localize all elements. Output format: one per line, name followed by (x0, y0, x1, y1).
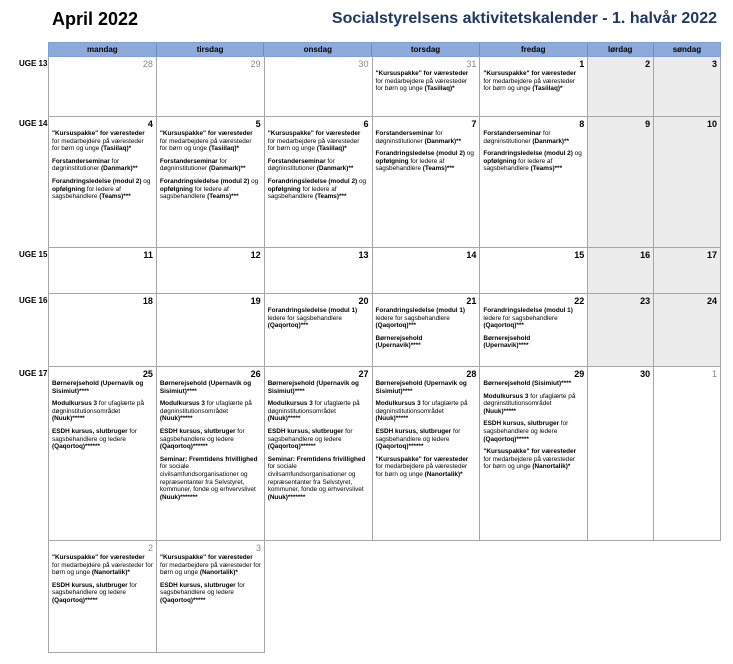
event: Forstanderseminar for døgninstitutioner (Danmark)** (483, 130, 569, 145)
day-cell (265, 248, 373, 294)
event: Børnerejsehold (Upernavik og Sisimiut)**** (375, 380, 467, 395)
day-number: 22 (574, 296, 585, 306)
day-cell (373, 294, 481, 367)
day-number: 2 (147, 543, 153, 553)
event: Børnerejsehold (Upernavik)**** (483, 334, 531, 350)
day-cell (49, 248, 157, 294)
week-label: UGE 16 (19, 296, 48, 305)
day-cell (157, 57, 265, 117)
event: "Kursuspakke" for væresteder for medarbejdere på væresteder for børn og unge (Nanortalik)* (52, 554, 153, 577)
event: "Kursuspakke" for væresteder for medarbejdere på væresteder for børn og unge (Nanortalik)* (483, 448, 577, 471)
day-number: 30 (358, 59, 369, 69)
month-title: April 2022 (52, 9, 139, 29)
day-cell (157, 117, 265, 248)
week-label: UGE 14 (19, 119, 48, 128)
day-cell (157, 541, 265, 653)
day-cell (373, 248, 481, 294)
day-number: 19 (250, 296, 261, 306)
event: Modulkursus 3 for ufaglærte på døgninstitutionsområdet (Nuuk)***** (52, 400, 145, 423)
day-cell (157, 294, 265, 367)
day-number: 23 (640, 296, 651, 306)
day-number: 28 (466, 369, 477, 379)
day-number: 14 (466, 250, 477, 260)
day-cell (654, 367, 721, 541)
event: ESDH kursus, slutbruger for sagsbehandlere og ledere (Qaqortoq)***** (483, 420, 569, 443)
day-cell (654, 294, 721, 367)
event: ESDH kursus, slutbruger for sagsbehandlere og ledere (Qaqortoq)****** (267, 427, 353, 451)
day-number: 6 (363, 119, 369, 129)
calendar-grid (19, 42, 721, 653)
day-cell (373, 117, 481, 248)
day-cell (588, 117, 654, 248)
week-row (19, 294, 721, 367)
event: "Kursuspakke" for væresteder for medarbejdere på væresteder for børn og unge (Tasiilaq)* (267, 130, 361, 153)
event: ESDH kursus, slutbruger for sagsbehandlere og ledere (Qaqortoq)****** (375, 427, 461, 451)
event: Forstanderseminar for døgninstitutioner (Danmark)** (267, 157, 354, 173)
day-cell (157, 367, 265, 541)
week-row (19, 117, 721, 248)
day-cell (157, 248, 265, 294)
day-header-lordag: lørdag (588, 43, 654, 56)
day-number: 28 (142, 59, 153, 69)
day-number: 3 (712, 59, 718, 69)
event: Seminar: Fremtidens frivillighed for sociale civilsamfundsorganisationer og repræsentanter fra Selvstyret, kommuner, fonde og erhvervslivet (Nuuk)******* (159, 455, 258, 501)
event: Forandringsledelse (modul 2) og opfølgning for ledere af sagsbehandlere (Teams)*** (375, 150, 474, 173)
day-number: 1 (579, 59, 585, 69)
day-number: 31 (466, 59, 477, 69)
day-number: 27 (358, 369, 369, 379)
day-number: 24 (707, 296, 718, 306)
event: Forandringsledelse (modul 1) ledere for sagsbehandlere (Qaqortoq)*** (483, 307, 573, 330)
day-header-fredag: fredag (480, 43, 588, 56)
day-number: 12 (250, 250, 261, 260)
day-cell (588, 367, 654, 541)
event: Forandringsledelse (modul 2) og opfølgning for ledere af sagsbehandlere (Teams)*** (267, 177, 367, 201)
day-number: 26 (250, 369, 261, 379)
day-number: 2 (645, 59, 651, 69)
day-cell (480, 294, 588, 367)
day-cell (480, 367, 588, 541)
day-cell (49, 117, 157, 248)
day-header-tirsdag: tirsdag (157, 43, 265, 56)
day-cell (480, 57, 588, 117)
day-number: 16 (640, 250, 651, 260)
day-number: 17 (707, 250, 718, 260)
event: "Kursuspakke" for væresteder for medarbejdere på væresteder for børn og unge (Nanortalik)* (375, 455, 469, 478)
event: ESDH kursus, slutbruger for sagsbehandlere og ledere (Qaqortoq)***** (52, 581, 137, 604)
week-label: UGE 15 (19, 250, 48, 259)
day-number: 18 (142, 296, 153, 306)
day-number: 3 (255, 543, 261, 553)
day-number: 10 (707, 119, 718, 129)
event: ESDH kursus, slutbruger for sagsbehandlere og ledere (Qaqortoq)****** (159, 427, 245, 451)
week-row (19, 57, 721, 117)
event: Modulkursus 3 for ufaglærte på døgninstitutionsområdet (Nuuk)***** (375, 400, 468, 423)
week-row (19, 367, 721, 541)
day-header-mandag: mandag (49, 43, 157, 56)
day-cell (654, 248, 721, 294)
day-cell (49, 294, 157, 367)
day-number: 8 (579, 119, 585, 129)
calendar-title: Socialstyrelsens aktivitetskalender - 1. halvår 2022 (331, 10, 717, 27)
day-number: 4 (147, 119, 153, 129)
event: Forstanderseminar for døgninstitutioner (Danmark)** (52, 157, 138, 173)
event: Seminar: Fremtidens frivillighed for sociale civilsamfundsorganisationer og repræsentanter fra Selvstyret, kommuner, fonde og erhvervslivet (Nuuk)******* (267, 455, 366, 501)
day-number: 15 (574, 250, 585, 260)
day-cell (265, 117, 373, 248)
event: "Kursuspakke" for væresteder for medarbejdere på væresteder for børn og unge (Tasiilaq)* (52, 130, 145, 153)
day-cell (654, 57, 721, 117)
day-number: 5 (255, 119, 261, 129)
day-cell (480, 117, 588, 248)
event: Modulkursus 3 for ufaglærte på døgninstitutionsområdet (Nuuk)***** (159, 400, 252, 423)
event: Børnerejsehold (Upernavik og Sisimiut)**** (52, 380, 144, 395)
day-header-sondag: søndag (672, 45, 702, 54)
event: Børnerejsehold (Sisimiut)**** (483, 380, 572, 387)
day-cell (588, 294, 654, 367)
day-number: 21 (466, 296, 477, 306)
day-number: 1 (712, 369, 718, 379)
day-cell (480, 248, 588, 294)
day-number: 9 (645, 119, 651, 129)
day-cell (49, 367, 157, 541)
day-number: 25 (142, 369, 153, 379)
day-cell (265, 57, 373, 117)
event: Børnerejsehold (Upernavik)**** (375, 334, 423, 350)
event: Børnerejsehold (Upernavik og Sisimiut)**** (159, 380, 252, 395)
event: ESDH kursus, slutbruger for sagsbehandlere og ledere (Qaqortoq)****** (52, 427, 137, 451)
day-cell (265, 294, 373, 367)
day-cell (373, 57, 481, 117)
week-row (19, 248, 721, 294)
event: Forstanderseminar for døgninstitutioner (Danmark)** (159, 157, 246, 173)
event: Forandringsledelse (modul 2) og opfølgning for ledere af sagsbehandlere (Teams)*** (52, 177, 151, 201)
event: ESDH kursus, slutbruger for sagsbehandlere og ledere (Qaqortoq)***** (160, 581, 245, 604)
day-cell (49, 541, 157, 653)
event: "Kursuspakke" for væresteder for medarbejdere på væresteder for børn og unge (Nanortalik)* (160, 554, 261, 577)
day-cell (654, 117, 721, 248)
week-label: UGE 17 (19, 369, 48, 378)
day-number: 30 (640, 369, 651, 379)
day-number: 29 (574, 369, 585, 379)
day-header-torsdag: torsdag (372, 43, 480, 56)
event: "Kursuspakke" for væresteder for medarbejdere på væresteder for børn og unge (Tasiilaq)* (483, 70, 577, 93)
event: Modulkursus 3 for ufaglærte på døgninstitutionsområdet (Nuuk)***** (267, 400, 360, 423)
day-number: 29 (250, 59, 261, 69)
day-header-onsdag: onsdag (264, 43, 372, 56)
event: Modulkursus 3 for ufaglærte på døgninstitutionsområdet (Nuuk)***** (483, 392, 576, 415)
event: Børnerejsehold (Upernavik og Sisimiut)**** (267, 380, 359, 395)
day-number: 11 (143, 250, 153, 260)
day-cell (588, 57, 654, 117)
event: Forandringsledelse (modul 2) og opfølgning for ledere af sagsbehandlere (Teams)*** (483, 150, 582, 173)
weekday-header (48, 42, 721, 57)
week-label: UGE 13 (19, 59, 48, 68)
event: "Kursuspakke" for væresteder for medarbejdere på væresteder for børn og unge (Tasiilaq)* (375, 70, 469, 93)
day-cell (373, 367, 481, 541)
event: Forandringsledelse (modul 1) ledere for sagsbehandlere (Qaqortoq)*** (375, 307, 466, 330)
day-number: 13 (358, 250, 369, 260)
event: Forstanderseminar for døgninstitutioner (Danmark)** (375, 130, 462, 145)
event: "Kursuspakke" for væresteder for medarbejdere på væresteder for børn og unge (Tasiilaq)* (159, 130, 253, 153)
week-row (48, 541, 721, 653)
day-number: 20 (358, 296, 369, 306)
event: Forandringsledelse (modul 2) og opfølgning for ledere af sagsbehandlere (Teams)*** (159, 177, 259, 201)
day-cell (49, 57, 157, 117)
day-number: 7 (471, 119, 477, 129)
event: Forandringsledelse (modul 1) ledere for sagsbehandlere (Qaqortoq)*** (267, 307, 358, 330)
day-cell (265, 367, 373, 541)
day-cell (588, 248, 654, 294)
